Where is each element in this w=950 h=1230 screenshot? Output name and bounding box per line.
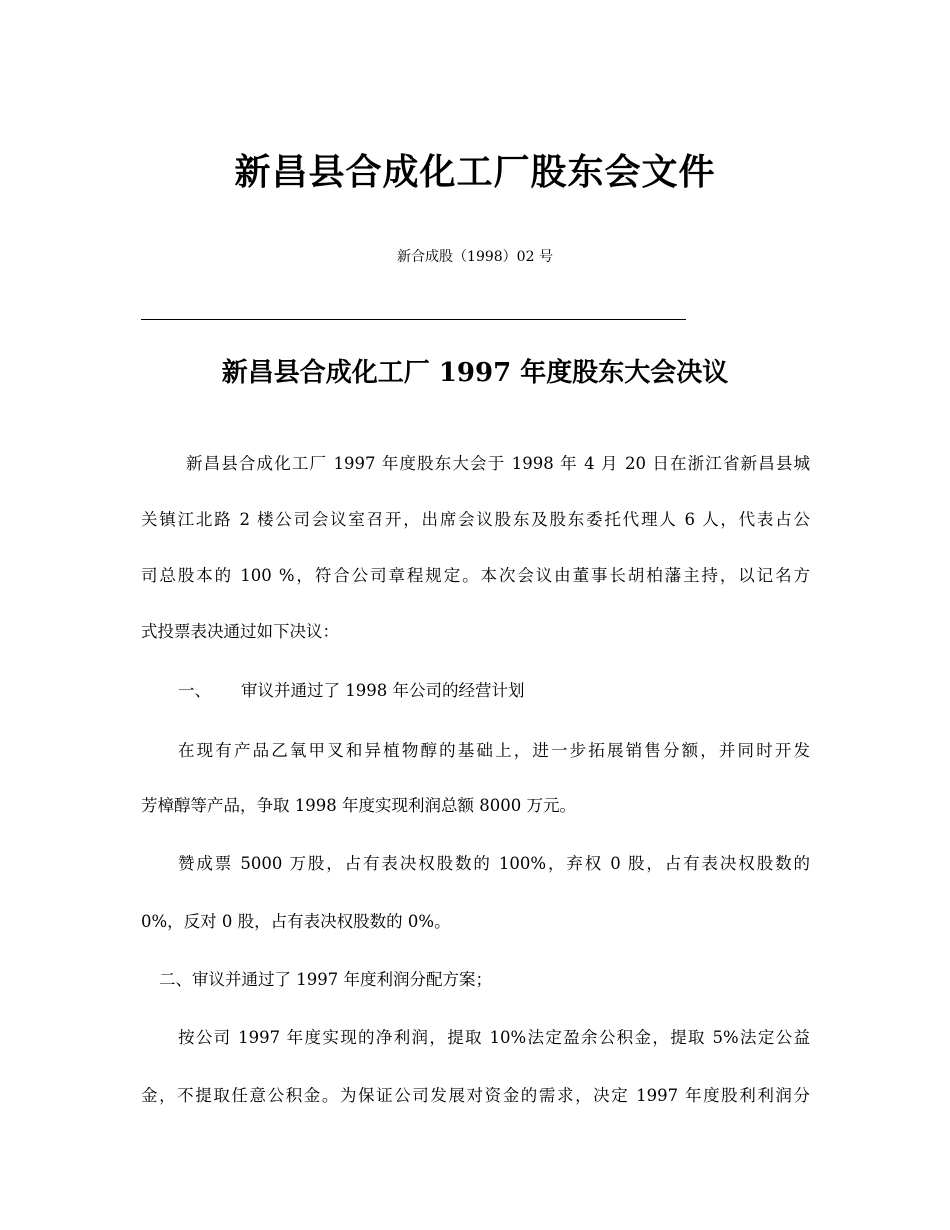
paragraph-1-line-2: 关镇江北路 2 楼公司会议室召开，出席会议股东及股东委托代理人 6 人，代表占公 xyxy=(141,510,810,529)
paragraph-3-line-2: 0%，反对 0 股，占有表决权股数的 0%。 xyxy=(141,912,451,931)
paragraph-4-line-1: 按公司 1997 年度实现的净利润，提取 10%法定盈余公积金，提取 5%法定公益 xyxy=(178,1028,810,1047)
paragraph-1-line-4: 式投票表决通过如下决议： xyxy=(141,622,339,641)
resolution-title: 新昌县合成化工厂 1997 年度股东大会决议 xyxy=(221,358,729,388)
paragraph-1-line-1: 新昌县合成化工厂 1997 年度股东大会于 1998 年 4 月 20 日在浙江省新昌县城 xyxy=(186,454,810,473)
paragraph-4-line-2: 金，不提取任意公积金。为保证公司发展对资金的需求，决定 1997 年度股利利润分 xyxy=(141,1086,810,1105)
title-divider xyxy=(141,319,686,320)
paragraph-2-line-1: 在现有产品乙氧甲叉和异植物醇的基础上，进一步拓展销售分额，并同时开发 xyxy=(178,741,810,760)
paragraph-1-line-3: 司总股本的 100 %，符合公司章程规定。本次会议由董事长胡柏藩主持，以记名方 xyxy=(141,566,810,585)
item-1-number: 一、 xyxy=(178,681,211,700)
document-number: 新合成股（1998）02 号 xyxy=(397,249,553,265)
item-1-heading: 审议并通过了 1998 年公司的经营计划 xyxy=(241,681,525,700)
paragraph-2-line-2: 芳樟醇等产品，争取 1998 年度实现利润总额 8000 万元。 xyxy=(141,796,576,815)
item-2-heading: 二、审议并通过了 1997 年度利润分配方案； xyxy=(159,970,492,989)
paragraph-3-line-1: 赞成票 5000 万股，占有表决权股数的 100%，弃权 0 股，占有表决权股数的 xyxy=(178,854,810,873)
document-title: 新昌县合成化工厂股东会文件 xyxy=(234,151,716,193)
